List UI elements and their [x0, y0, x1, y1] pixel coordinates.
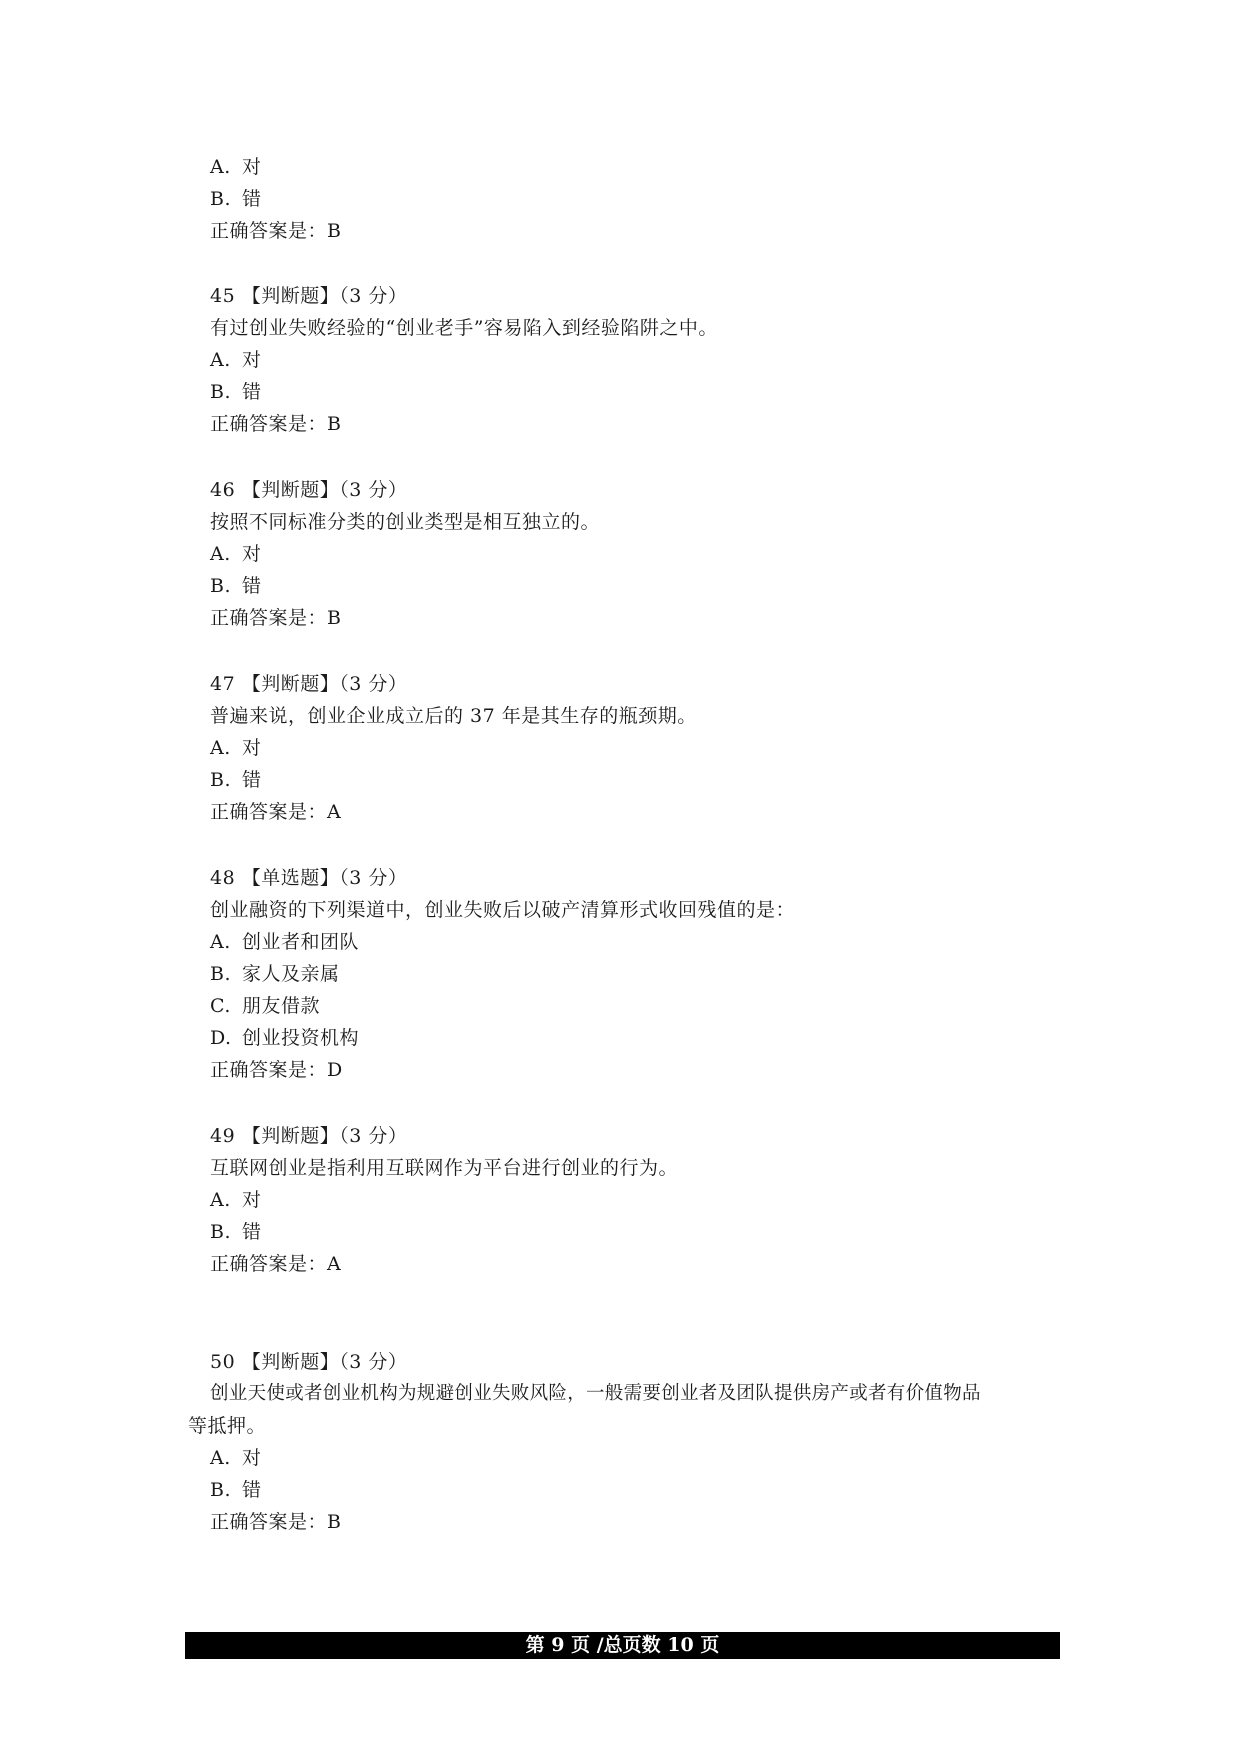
- question-stem: 按照不同标准分类的创业类型是相互独立的。: [210, 511, 601, 533]
- option-text: 对: [242, 156, 262, 178]
- option-text: 对: [242, 737, 262, 759]
- page-footer: 第 9 页 /总页数 10 页: [185, 1632, 1060, 1659]
- question-header: 46 【判断题】（3 分）: [210, 479, 408, 501]
- option-letter: C.: [210, 995, 231, 1017]
- option-letter: A.: [210, 156, 231, 178]
- option-a: [210, 736, 262, 760]
- option-text: 错: [242, 575, 262, 597]
- option-text: 对: [242, 349, 262, 371]
- question-stem: 普遍来说，创业企业成立后的 37 年是其生存的瓶颈期。: [210, 705, 697, 727]
- option-text: 错: [242, 188, 262, 210]
- option-a: [210, 542, 262, 566]
- option-letter: A.: [210, 543, 231, 565]
- correct-answer: 正确答案是：B: [210, 1511, 342, 1533]
- option-letter: A.: [210, 1447, 231, 1469]
- option-b: [210, 380, 262, 404]
- option-letter: B.: [210, 1221, 232, 1243]
- option-a: [210, 348, 262, 372]
- question-header: 50 【判断题】（3 分）: [210, 1351, 408, 1373]
- option-b: [210, 1220, 262, 1244]
- option-a: [210, 1446, 262, 1470]
- option-letter: B.: [210, 769, 232, 791]
- correct-answer: 正确答案是：B: [210, 413, 342, 435]
- option-text: 对: [242, 1447, 262, 1469]
- option-letter: A.: [210, 737, 231, 759]
- option-text: 错: [242, 769, 262, 791]
- correct-answer: 正确答案是：B: [210, 220, 342, 242]
- option-letter: B.: [210, 575, 232, 597]
- question-stem: 互联网创业是指利用互联网作为平台进行创业的行为。: [210, 1157, 679, 1179]
- option-b: [210, 768, 262, 792]
- option-letter: A.: [210, 1189, 231, 1211]
- question-header: 48 【单选题】（3 分）: [210, 867, 408, 889]
- option-a: [210, 155, 262, 179]
- question-stem: 创业融资的下列渠道中，创业失败后以破产清算形式收回残值的是：: [210, 899, 796, 921]
- correct-answer: 正确答案是：D: [210, 1059, 343, 1081]
- question-stem: 有过创业失败经验的“创业老手”容易陷入到经验陷阱之中。: [210, 317, 718, 339]
- option-b: [210, 574, 262, 598]
- option-letter: A.: [210, 931, 231, 953]
- option-text: 对: [242, 1189, 262, 1211]
- option-text: 对: [242, 543, 262, 565]
- option-text: 家人及亲属: [242, 963, 340, 985]
- option-text: 错: [242, 1479, 262, 1501]
- option-b: [210, 962, 340, 986]
- option-d: [210, 1026, 359, 1050]
- option-letter: B.: [210, 1479, 232, 1501]
- question-header: 49 【判断题】（3 分）: [210, 1125, 408, 1147]
- option-letter: B.: [210, 963, 232, 985]
- option-b: [210, 1478, 262, 1502]
- option-b: [210, 187, 262, 211]
- option-letter: D.: [210, 1027, 232, 1049]
- option-letter: B.: [210, 381, 232, 403]
- option-text: 创业者和团队: [242, 931, 360, 953]
- question-stem-line2: 等抵押。: [188, 1415, 267, 1437]
- question-header: 47 【判断题】（3 分）: [210, 673, 408, 695]
- correct-answer: 正确答案是：A: [210, 801, 342, 823]
- option-letter: B.: [210, 188, 232, 210]
- option-text: 错: [242, 381, 262, 403]
- option-a: [210, 1188, 262, 1212]
- option-text: 创业投资机构: [242, 1027, 360, 1049]
- option-c: [210, 994, 320, 1018]
- correct-answer: 正确答案是：B: [210, 607, 342, 629]
- option-letter: A.: [210, 349, 231, 371]
- question-header: 45 【判断题】（3 分）: [210, 285, 408, 307]
- correct-answer: 正确答案是：A: [210, 1253, 342, 1275]
- option-a: [210, 930, 359, 954]
- question-stem-line1: 创业天使或者创业机构为规避创业失败风险，一般需要创业者及团队提供房产或者有价值物品: [210, 1383, 981, 1404]
- option-text: 朋友借款: [242, 995, 321, 1017]
- option-text: 错: [242, 1221, 262, 1243]
